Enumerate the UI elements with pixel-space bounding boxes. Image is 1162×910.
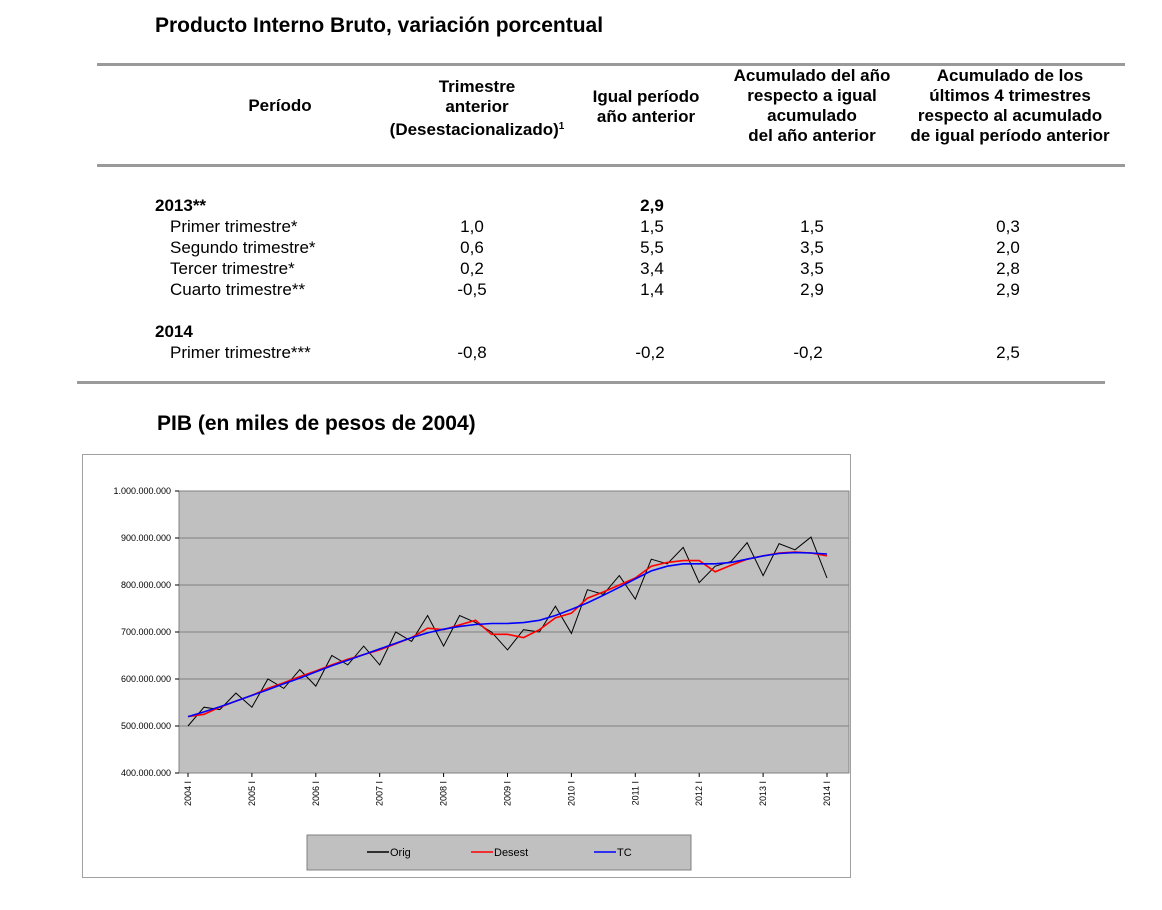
header-line: año anterior: [596, 107, 696, 126]
cell-acumulado: 3,5: [800, 259, 824, 278]
header-line: últimos 4 trimestres: [929, 86, 1091, 105]
cell-igual: 1,4: [640, 280, 664, 299]
year-2013-igual: 2,9: [640, 196, 664, 215]
chart-title: PIB (en miles de pesos de 2004): [157, 412, 476, 435]
y-tick-label: 700.000.000: [120, 627, 171, 637]
cell-trimestre: -0,5: [457, 280, 487, 299]
y-tick-label: 500.000.000: [120, 721, 171, 731]
x-tick-label: 2007 I: [374, 781, 385, 807]
x-tick-label: 2005 I: [246, 781, 257, 807]
x-tick-label: 2014 I: [822, 781, 832, 807]
row-label: Primer trimestre*: [170, 217, 298, 236]
header-line: respecto a igual: [747, 86, 877, 105]
row-label: Cuarto trimestre**: [170, 280, 306, 299]
header-line: respecto al acumulado: [917, 106, 1103, 125]
header-line: [377, 117, 577, 140]
legend-label-tc: TC: [617, 847, 632, 859]
header-acumulado-anio: [722, 66, 902, 146]
header-rule: [97, 164, 1125, 167]
header-line: del año anterior: [748, 126, 876, 145]
x-tick-label: 2006 I: [310, 781, 321, 807]
x-tick-label: 2011 I: [630, 781, 641, 806]
cell-igual: 3,4: [640, 259, 664, 278]
cell-ultimos: 0,3: [996, 217, 1020, 236]
cell-acumulado: 3,5: [800, 238, 824, 257]
pib-chart: [83, 455, 850, 877]
x-tick-label: 2013 I: [758, 781, 769, 807]
x-tick-label: 2010 I: [566, 781, 577, 807]
header-text: (Desestacionalizado): [389, 120, 559, 139]
header-ultimos-4-trimestres: [900, 66, 1120, 146]
chart-frame: [82, 454, 851, 878]
header-line: acumulado: [767, 106, 857, 125]
header-line: Acumulado del año: [733, 66, 891, 85]
footnote-mark: 1: [558, 121, 565, 132]
x-tick-label: 2004 I: [183, 781, 193, 807]
cell-trimestre: 0,2: [460, 259, 484, 278]
header-line: anterior: [445, 97, 509, 116]
legend-label-orig: Orig: [390, 847, 411, 859]
cell-acumulado: -0,2: [793, 343, 823, 362]
y-tick-label: 900.000.000: [120, 533, 171, 543]
header-trimestre-anterior: [377, 77, 577, 140]
year-label-2014: 2014: [155, 322, 193, 341]
cell-ultimos: 2,8: [996, 259, 1020, 278]
table-bottom-rule: [77, 381, 1105, 384]
cell-trimestre: 1,0: [460, 217, 484, 236]
cell-igual: -0,2: [635, 343, 665, 362]
year-label-2013: 2013**: [155, 196, 207, 215]
cell-acumulado: 1,5: [800, 217, 824, 236]
header-igual-periodo: [576, 87, 716, 127]
y-tick-label: 600.000.000: [120, 674, 171, 684]
x-tick-label: 2008 I: [438, 781, 449, 807]
y-tick-label: 800.000.000: [120, 580, 171, 590]
cell-trimestre: -0,8: [457, 343, 487, 362]
cell-acumulado: 2,9: [800, 280, 824, 299]
row-label: Segundo trimestre*: [170, 238, 316, 257]
y-tick-label: 400.000.000: [120, 768, 171, 778]
x-tick-label: 2009 I: [502, 781, 513, 807]
legend-label-desest: Desest: [494, 847, 529, 859]
table-title: Producto Interno Bruto, variación porcentual: [155, 14, 604, 37]
header-line: Igual período: [592, 87, 700, 106]
header-line: de igual período anterior: [910, 126, 1110, 145]
y-tick-label: 1.000.000.000: [113, 486, 171, 496]
cell-ultimos: 2,0: [996, 238, 1020, 257]
cell-ultimos: 2,5: [996, 343, 1020, 362]
cell-igual: 1,5: [640, 217, 664, 236]
row-label: Primer trimestre***: [170, 343, 311, 362]
row-label: Tercer trimestre*: [170, 259, 295, 278]
cell-ultimos: 2,9: [996, 280, 1020, 299]
cell-igual: 5,5: [640, 238, 664, 257]
header-periodo: Período: [248, 96, 312, 115]
x-tick-label: 2012 I: [694, 781, 705, 807]
header-line: Trimestre: [438, 77, 516, 96]
cell-trimestre: 0,6: [460, 238, 484, 257]
header-line: Acumulado de los: [936, 66, 1084, 85]
